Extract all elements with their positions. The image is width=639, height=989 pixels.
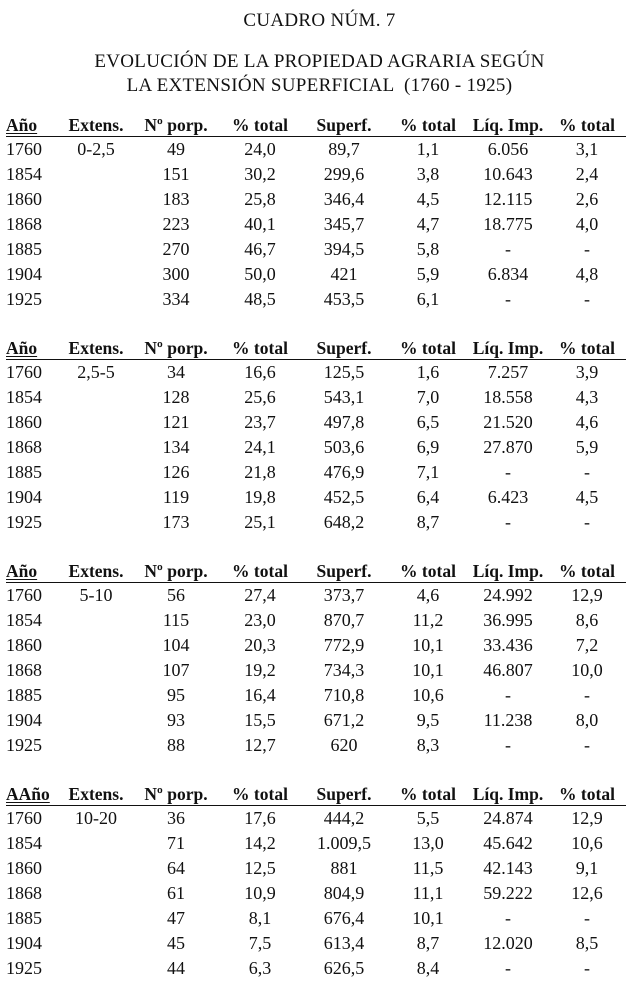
value-cell: 5,5: [416, 808, 440, 828]
value-cell: 8,5: [575, 933, 599, 953]
table-row: [6, 460, 626, 485]
value-cell: 6.834: [487, 264, 529, 284]
value-cell: 8,1: [248, 908, 272, 928]
column-header: AAño: [6, 781, 60, 806]
column-header: % total: [388, 335, 468, 360]
value-cell: 4,5: [416, 189, 440, 209]
year-cell: 1860: [6, 635, 42, 655]
block-table-10-20: [6, 781, 626, 981]
value-cell: 27,4: [244, 585, 276, 605]
value-cell: 151: [162, 164, 190, 184]
value-cell: -: [584, 239, 590, 259]
value-cell: 12.020: [483, 933, 533, 953]
value-cell: 93: [167, 710, 185, 730]
value-cell: 10,6: [571, 833, 603, 853]
value-cell: 4,6: [575, 412, 599, 432]
year-cell: 1904: [6, 710, 42, 730]
column-header: Año: [6, 112, 60, 137]
value-cell: 4,0: [575, 214, 599, 234]
value-cell: 444,2: [323, 808, 365, 828]
subtitle-line-2: LA EXTENSIÓN SUPERFICIAL (1760 - 1925): [126, 75, 513, 96]
year-cell: 1854: [6, 833, 42, 853]
table-row: [6, 658, 626, 683]
value-cell: 36: [167, 808, 185, 828]
value-cell: 5,8: [416, 239, 440, 259]
extension-cell: [60, 683, 132, 708]
table-row: [6, 583, 626, 609]
value-cell: 20,3: [244, 635, 276, 655]
value-cell: 8,0: [575, 710, 599, 730]
year-cell: 1760: [6, 808, 42, 828]
value-cell: 373,7: [323, 585, 365, 605]
value-cell: 128: [162, 387, 190, 407]
value-cell: 19,8: [244, 487, 276, 507]
value-cell: 183: [162, 189, 190, 209]
value-cell: -: [584, 958, 590, 978]
extension-cell: [60, 187, 132, 212]
extension-cell: 5-10: [79, 585, 113, 605]
table-row: [6, 385, 626, 410]
value-cell: 24.874: [483, 808, 533, 828]
extension-cell: [60, 510, 132, 535]
value-cell: 10,0: [571, 660, 603, 680]
value-cell: 27.870: [483, 437, 533, 457]
value-cell: -: [584, 289, 590, 309]
year-cell: 1868: [6, 883, 42, 903]
value-cell: 11,2: [412, 610, 444, 630]
value-cell: 12,9: [571, 585, 603, 605]
extension-cell: [60, 658, 132, 683]
year-cell: 1925: [6, 289, 42, 309]
value-cell: 503,6: [323, 437, 365, 457]
value-cell: 15,5: [244, 710, 276, 730]
column-header: % total: [220, 112, 300, 137]
column-header: % total: [220, 781, 300, 806]
column-header: Líq. Imp.: [468, 112, 548, 137]
table-row: [6, 212, 626, 237]
value-cell: 710,8: [323, 685, 365, 705]
value-cell: 30,2: [244, 164, 276, 184]
value-cell: 49: [167, 139, 185, 159]
column-header: Líq. Imp.: [468, 781, 548, 806]
value-cell: 5,9: [416, 264, 440, 284]
value-cell: 61: [167, 883, 185, 903]
year-cell: 1854: [6, 387, 42, 407]
extension-cell: [60, 460, 132, 485]
value-cell: 16,4: [244, 685, 276, 705]
value-cell: 6,5: [416, 412, 440, 432]
extension-cell: [60, 956, 132, 981]
table-row: [6, 287, 626, 312]
value-cell: 45: [167, 933, 185, 953]
value-cell: 104: [162, 635, 190, 655]
value-cell: 804,9: [323, 883, 365, 903]
value-cell: 8,7: [416, 512, 440, 532]
value-cell: 40,1: [244, 214, 276, 234]
value-cell: 18.558: [483, 387, 533, 407]
value-cell: 89,7: [328, 139, 360, 159]
value-cell: 18.775: [483, 214, 533, 234]
value-cell: 10,1: [412, 635, 444, 655]
column-header: Líq. Imp.: [468, 558, 548, 583]
year-cell: 1904: [6, 264, 42, 284]
value-cell: 12,7: [244, 735, 276, 755]
table-row: [6, 931, 626, 956]
extension-cell: [60, 831, 132, 856]
value-cell: 11,5: [412, 858, 444, 878]
value-cell: 21,8: [244, 462, 276, 482]
extension-cell: [60, 385, 132, 410]
value-cell: 24,0: [244, 139, 276, 159]
value-cell: 12.115: [483, 189, 533, 209]
value-cell: 47: [167, 908, 185, 928]
value-cell: 34: [167, 362, 185, 382]
value-cell: 870,7: [323, 610, 365, 630]
value-cell: 23,0: [244, 610, 276, 630]
value-cell: 12,5: [244, 858, 276, 878]
value-cell: 270: [162, 239, 190, 259]
header-row: [6, 781, 626, 806]
value-cell: 50,0: [244, 264, 276, 284]
column-header: % total: [388, 781, 468, 806]
value-cell: 1,6: [416, 362, 440, 382]
year-cell: 1885: [6, 908, 42, 928]
year-cell: 1885: [6, 685, 42, 705]
table-row: [6, 360, 626, 386]
value-cell: 23,7: [244, 412, 276, 432]
column-header: Nº porp.: [132, 335, 220, 360]
extension-cell: [60, 262, 132, 287]
value-cell: 8,3: [416, 735, 440, 755]
year-cell: 1760: [6, 585, 42, 605]
value-cell: -: [505, 685, 511, 705]
value-cell: 134: [162, 437, 190, 457]
table-row: [6, 262, 626, 287]
header-row: [6, 558, 626, 583]
table-row: [6, 831, 626, 856]
column-header: % total: [388, 558, 468, 583]
table-row: [6, 237, 626, 262]
table-row: [6, 708, 626, 733]
value-cell: 345,7: [323, 214, 365, 234]
value-cell: 453,5: [323, 289, 365, 309]
value-cell: 3,1: [575, 139, 599, 159]
value-cell: 881: [330, 858, 358, 878]
value-cell: -: [505, 239, 511, 259]
value-cell: 14,2: [244, 833, 276, 853]
extension-cell: [60, 708, 132, 733]
year-cell: 1860: [6, 412, 42, 432]
year-cell: 1860: [6, 858, 42, 878]
value-cell: 119: [162, 487, 190, 507]
value-cell: 25,6: [244, 387, 276, 407]
value-cell: 452,5: [323, 487, 365, 507]
column-header: Extens.: [60, 335, 132, 360]
value-cell: 12,6: [571, 883, 603, 903]
extension-cell: [60, 856, 132, 881]
value-cell: -: [584, 685, 590, 705]
block-table-0-2,5: [6, 112, 626, 312]
value-cell: 7,2: [575, 635, 599, 655]
table-row: [6, 906, 626, 931]
value-cell: 33.436: [483, 635, 533, 655]
column-header: % total: [220, 335, 300, 360]
column-header: % total: [548, 781, 626, 806]
value-cell: 300: [162, 264, 190, 284]
value-cell: 126: [162, 462, 190, 482]
value-cell: 7.257: [487, 362, 529, 382]
extension-cell: 10-20: [75, 808, 117, 828]
value-cell: 346,4: [323, 189, 365, 209]
column-header: % total: [220, 558, 300, 583]
column-header: Extens.: [60, 558, 132, 583]
value-cell: 6,3: [248, 958, 272, 978]
value-cell: 7,1: [416, 462, 440, 482]
value-cell: 21.520: [483, 412, 533, 432]
extension-cell: [60, 608, 132, 633]
value-cell: 2,6: [575, 189, 599, 209]
value-cell: 2,4: [575, 164, 599, 184]
value-cell: 4,7: [416, 214, 440, 234]
table-row: [6, 806, 626, 832]
extension-cell: [60, 881, 132, 906]
year-cell: 1885: [6, 239, 42, 259]
value-cell: 24,1: [244, 437, 276, 457]
column-header: Superf.: [300, 558, 388, 583]
value-cell: 115: [162, 610, 190, 630]
value-cell: 8,6: [575, 610, 599, 630]
value-cell: -: [505, 462, 511, 482]
table-row: [6, 187, 626, 212]
extension-cell: [60, 733, 132, 758]
column-header: Líq. Imp.: [468, 335, 548, 360]
value-cell: 613,4: [323, 933, 365, 953]
column-header: Nº porp.: [132, 558, 220, 583]
value-cell: 95: [167, 685, 185, 705]
year-cell: 1868: [6, 437, 42, 457]
column-header: Superf.: [300, 112, 388, 137]
value-cell: 36.995: [483, 610, 533, 630]
table-row: [6, 510, 626, 535]
extension-cell: [60, 485, 132, 510]
value-cell: 772,9: [323, 635, 365, 655]
value-cell: 59.222: [483, 883, 533, 903]
value-cell: 4,5: [575, 487, 599, 507]
value-cell: 46,7: [244, 239, 276, 259]
value-cell: 626,5: [323, 958, 365, 978]
value-cell: -: [505, 735, 511, 755]
value-cell: 19,2: [244, 660, 276, 680]
value-cell: 10,1: [412, 908, 444, 928]
value-cell: -: [505, 512, 511, 532]
block-table-5-10: [6, 558, 626, 758]
value-cell: 12,9: [571, 808, 603, 828]
value-cell: 107: [162, 660, 190, 680]
table-row: [6, 162, 626, 187]
value-cell: 64: [167, 858, 185, 878]
header-row: [6, 335, 626, 360]
column-header: Nº porp.: [132, 781, 220, 806]
value-cell: 4,6: [416, 585, 440, 605]
table-row: [6, 608, 626, 633]
extension-cell: [60, 212, 132, 237]
value-cell: 48,5: [244, 289, 276, 309]
extension-cell: [60, 287, 132, 312]
column-header: Extens.: [60, 112, 132, 137]
column-header: Superf.: [300, 335, 388, 360]
value-cell: 6,9: [416, 437, 440, 457]
column-header: Nº porp.: [132, 112, 220, 137]
value-cell: -: [505, 289, 511, 309]
value-cell: 1.009,5: [317, 833, 371, 853]
value-cell: 476,9: [323, 462, 365, 482]
value-cell: 671,2: [323, 710, 365, 730]
extension-cell: 0-2,5: [77, 139, 115, 159]
year-cell: 1925: [6, 512, 42, 532]
value-cell: 334: [162, 289, 190, 309]
year-cell: 1925: [6, 735, 42, 755]
value-cell: 45.642: [483, 833, 533, 853]
year-cell: 1854: [6, 610, 42, 630]
value-cell: 5,9: [575, 437, 599, 457]
value-cell: 10,1: [412, 660, 444, 680]
table-row: [6, 683, 626, 708]
column-header: Extens.: [60, 781, 132, 806]
value-cell: 25,1: [244, 512, 276, 532]
table-row: [6, 485, 626, 510]
value-cell: 121: [162, 412, 190, 432]
value-cell: -: [584, 462, 590, 482]
year-cell: 1904: [6, 933, 42, 953]
value-cell: 125,5: [323, 362, 365, 382]
value-cell: 497,8: [323, 412, 365, 432]
extension-cell: [60, 931, 132, 956]
column-header: Año: [6, 335, 60, 360]
table-subtitle: [0, 50, 639, 98]
value-cell: 42.143: [483, 858, 533, 878]
value-cell: 3,9: [575, 362, 599, 382]
value-cell: -: [584, 735, 590, 755]
value-cell: 71: [167, 833, 185, 853]
extension-cell: [60, 410, 132, 435]
value-cell: 9,1: [575, 858, 599, 878]
value-cell: 1,1: [416, 139, 440, 159]
value-cell: 11,1: [412, 883, 444, 903]
value-cell: 11.238: [483, 710, 533, 730]
table-row: [6, 881, 626, 906]
year-cell: 1885: [6, 462, 42, 482]
table-row: [6, 633, 626, 658]
value-cell: 6,1: [416, 289, 440, 309]
extension-cell: [60, 435, 132, 460]
value-cell: 676,4: [323, 908, 365, 928]
column-header: % total: [548, 335, 626, 360]
value-cell: 46.807: [483, 660, 533, 680]
table-row: [6, 435, 626, 460]
column-header: Superf.: [300, 781, 388, 806]
value-cell: 8,4: [416, 958, 440, 978]
extension-cell: [60, 633, 132, 658]
value-cell: 13,0: [412, 833, 444, 853]
value-cell: 7,0: [416, 387, 440, 407]
value-cell: 648,2: [323, 512, 365, 532]
extension-cell: 2,5-5: [77, 362, 115, 382]
value-cell: 56: [167, 585, 185, 605]
table-row: [6, 856, 626, 881]
value-cell: -: [505, 908, 511, 928]
value-cell: 10,9: [244, 883, 276, 903]
year-cell: 1760: [6, 362, 42, 382]
value-cell: 6.423: [487, 487, 529, 507]
table-row: [6, 733, 626, 758]
extension-cell: [60, 162, 132, 187]
value-cell: 7,5: [248, 933, 272, 953]
value-cell: 4,8: [575, 264, 599, 284]
value-cell: 421: [330, 264, 358, 284]
value-cell: 4,3: [575, 387, 599, 407]
value-cell: -: [584, 908, 590, 928]
value-cell: 6.056: [487, 139, 529, 159]
value-cell: 44: [167, 958, 185, 978]
year-cell: 1854: [6, 164, 42, 184]
extension-cell: [60, 237, 132, 262]
value-cell: 9,5: [416, 710, 440, 730]
column-header: % total: [388, 112, 468, 137]
extension-cell: [60, 906, 132, 931]
table-row: [6, 410, 626, 435]
value-cell: -: [505, 958, 511, 978]
subtitle-line-1: EVOLUCIÓN DE LA PROPIEDAD AGRARIA SEGÚN: [94, 51, 545, 72]
year-cell: 1760: [6, 139, 42, 159]
table-title: CUADRO NÚM. 7: [243, 10, 396, 31]
value-cell: 10,6: [412, 685, 444, 705]
value-cell: 10.643: [483, 164, 533, 184]
year-cell: 1860: [6, 189, 42, 209]
year-cell: 1925: [6, 958, 42, 978]
value-cell: 88: [167, 735, 185, 755]
header-row: [6, 112, 626, 137]
value-cell: 24.992: [483, 585, 533, 605]
value-cell: 173: [162, 512, 190, 532]
value-cell: -: [584, 512, 590, 532]
value-cell: 16,6: [244, 362, 276, 382]
column-header: % total: [548, 558, 626, 583]
value-cell: 6,4: [416, 487, 440, 507]
value-cell: 3,8: [416, 164, 440, 184]
column-header: Año: [6, 558, 60, 583]
value-cell: 620: [330, 735, 358, 755]
year-cell: 1904: [6, 487, 42, 507]
year-cell: 1868: [6, 214, 42, 234]
value-cell: 25,8: [244, 189, 276, 209]
value-cell: 734,3: [323, 660, 365, 680]
table-row: [6, 137, 626, 163]
table-row: [6, 956, 626, 981]
value-cell: 223: [162, 214, 190, 234]
value-cell: 394,5: [323, 239, 365, 259]
block-table-2,5-5: [6, 335, 626, 535]
value-cell: 543,1: [323, 387, 365, 407]
value-cell: 8,7: [416, 933, 440, 953]
year-cell: 1868: [6, 660, 42, 680]
value-cell: 299,6: [323, 164, 365, 184]
value-cell: 17,6: [244, 808, 276, 828]
column-header: % total: [548, 112, 626, 137]
